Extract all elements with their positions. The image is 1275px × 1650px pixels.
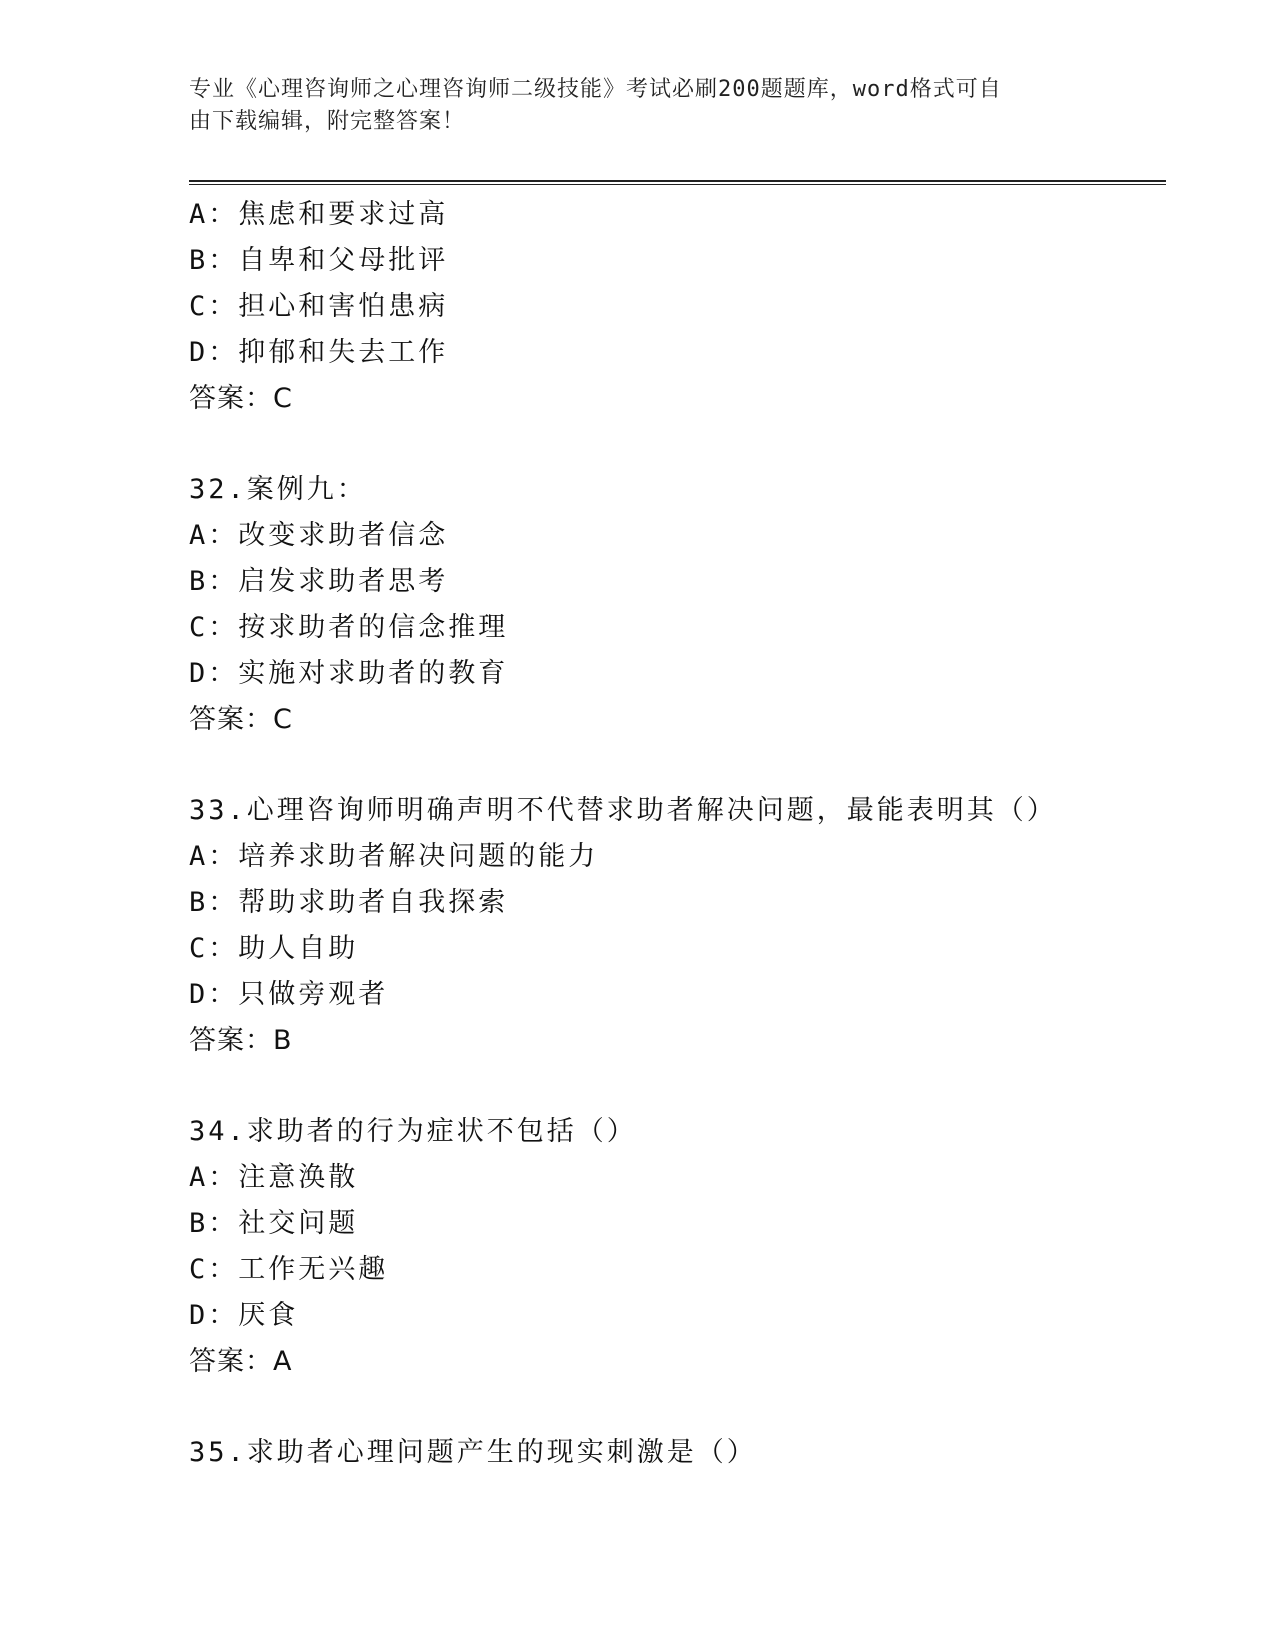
answer-line: 答案：C	[189, 383, 293, 414]
option-c: C：按求助者的信念推理	[189, 612, 509, 643]
block-spacer	[189, 1385, 1169, 1430]
option-c: C：助人自助	[189, 933, 359, 964]
question-text: 32.案例九：	[189, 474, 367, 505]
answer-line: 答案：B	[189, 1025, 293, 1056]
option-c: C：担心和害怕患病	[189, 291, 449, 322]
document-header	[189, 74, 1069, 138]
option-b: B：帮助求助者自我探索	[189, 887, 509, 918]
option-b: B：社交问题	[189, 1208, 359, 1239]
option-a: A：焦虑和要求过高	[189, 199, 449, 230]
answer-line: 答案：C	[189, 704, 293, 735]
question-block	[189, 788, 1169, 1064]
block-spacer	[189, 743, 1169, 788]
option-a: A：改变求助者信念	[189, 520, 449, 551]
option-d: D：只做旁观者	[189, 979, 389, 1010]
block-spacer	[189, 1064, 1169, 1109]
option-b: B：启发求助者思考	[189, 566, 449, 597]
question-list	[189, 192, 1169, 1476]
question-block	[189, 1430, 1169, 1476]
option-a: A：注意涣散	[189, 1162, 359, 1193]
header-line-1: 专业《心理咨询师之心理咨询师二级技能》考试必刷200题题库，word格式可自	[189, 77, 1002, 102]
question-block	[189, 1109, 1169, 1385]
option-c: C：工作无兴趣	[189, 1254, 389, 1285]
option-a: A：培养求助者解决问题的能力	[189, 841, 599, 872]
question-block	[189, 192, 1169, 422]
header-rule-thin	[189, 184, 1166, 185]
question-text: 34.求助者的行为症状不包括（）	[189, 1116, 637, 1147]
header-rule-thick	[189, 180, 1166, 182]
question-text: 33.心理咨询师明确声明不代替求助者解决问题，最能表明其（）	[189, 795, 1057, 826]
question-block	[189, 467, 1169, 743]
option-d: D：实施对求助者的教育	[189, 658, 509, 689]
block-spacer	[189, 422, 1169, 467]
option-d: D：抑郁和失去工作	[189, 337, 449, 368]
option-b: B：自卑和父母批评	[189, 245, 449, 276]
header-line-2: 由下载编辑，附完整答案！	[189, 109, 466, 134]
question-text: 35.求助者心理问题产生的现实刺激是（）	[189, 1437, 757, 1468]
option-d: D：厌食	[189, 1300, 299, 1331]
answer-line: 答案：A	[189, 1346, 293, 1377]
